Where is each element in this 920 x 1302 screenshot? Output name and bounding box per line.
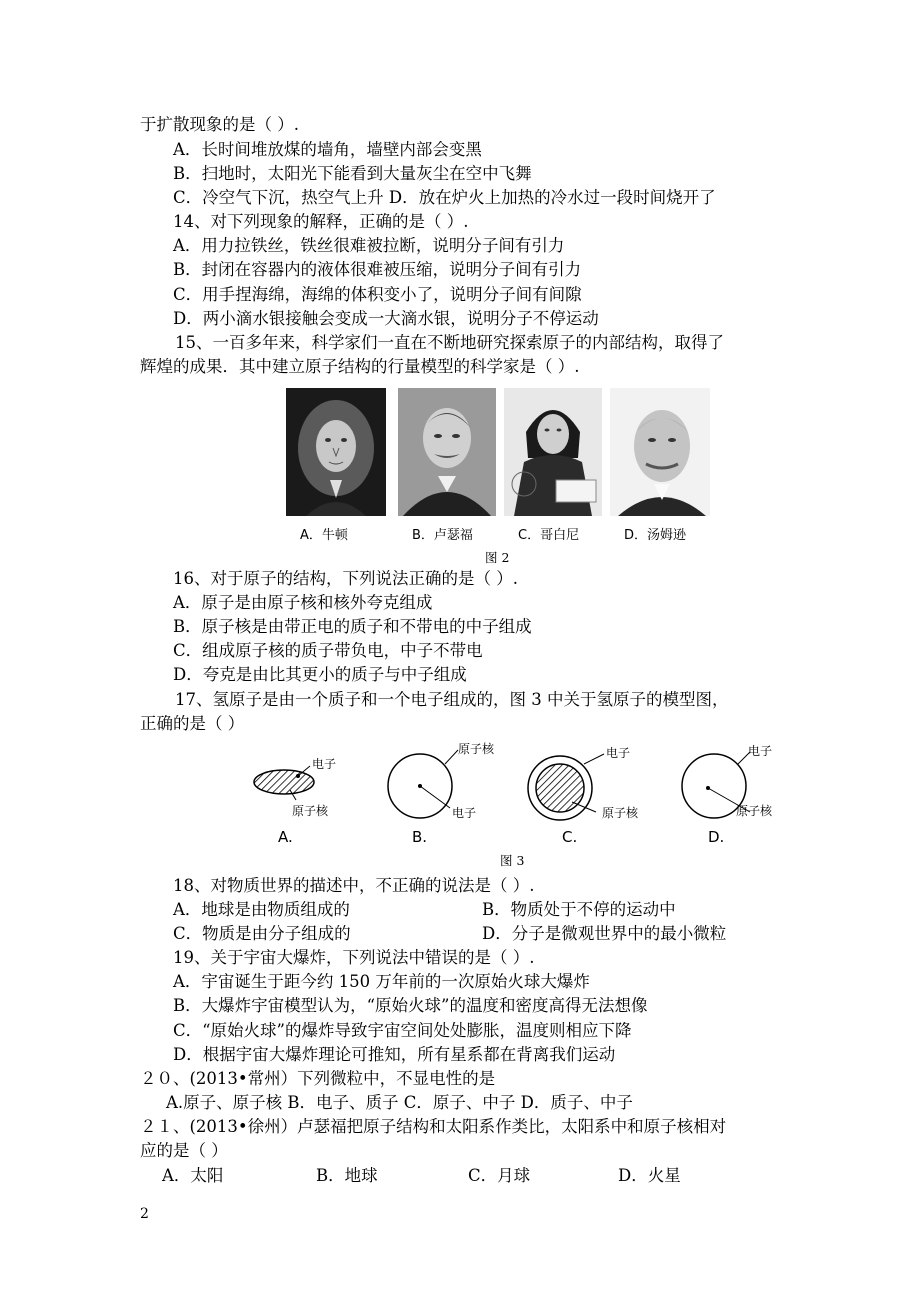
atom-model-a	[254, 766, 314, 800]
q14-option-d: D．两小滴水银接触会变成一大滴水银，说明分子不停运动	[173, 309, 599, 328]
q20-stem: ２０、(2013•常州）下列微粒中，不显电性的是	[140, 1069, 496, 1088]
q19-option-b: B．大爆炸宇宙模型认为，“原始火球”的温度和密度高得无法想像	[173, 996, 648, 1015]
q16-option-b: B．原子核是由带正电的质子和不带电的中子组成	[173, 617, 532, 636]
atom-a-nucleus-label: 原子核	[292, 804, 329, 818]
atom-d-electron-label: 电子	[748, 744, 773, 758]
portrait-copernicus	[504, 388, 602, 516]
q16-option-c: C．组成原子核的质子带负电，中子不带电	[173, 641, 483, 660]
q19-option-d: D．根据宇宙大爆炸理论可推知，所有星系都在背离我们运动	[173, 1045, 616, 1064]
atom-letter-b: B.	[412, 828, 428, 846]
q18-option-c: C．物质是由分子组成的	[173, 924, 351, 943]
q16-option-a: A．原子是由原子核和核外夸克组成	[173, 593, 433, 612]
portrait-label-d: D．汤姆逊	[624, 528, 687, 543]
q16-stem: 16、对于原子的结构，下列说法正确的是（ ）.	[173, 569, 518, 588]
portrait-label-c: C．哥白尼	[518, 528, 580, 543]
atom-c-nucleus-label: 原子核	[602, 806, 639, 820]
q13-stem-tail: 于扩散现象的是（ ）.	[140, 115, 299, 134]
q21-option-b: B．地球	[316, 1166, 378, 1185]
q21-stem-line1: ２１、(2013•徐州）卢瑟福把原子结构和太阳系作类比，太阳系中和原子核相对	[140, 1117, 727, 1136]
atom-d-nucleus-label: 原子核	[736, 804, 773, 818]
page-number: 2	[140, 1206, 149, 1222]
q19-stem: 19、关于宇宙大爆炸，下列说法中错误的是（ ）.	[173, 948, 535, 967]
scientist-portraits	[286, 388, 710, 516]
q16-option-d: D．夸克是由比其更小的质子与中子组成	[173, 665, 467, 684]
q14-stem: 14、对下列现象的解释，正确的是（ ）.	[173, 212, 469, 231]
q14-option-a: A．用力拉铁丝，铁丝很难被拉断，说明分子间有引力	[173, 236, 565, 255]
atom-b-nucleus-label: 原子核	[458, 742, 495, 756]
atom-letter-c: C.	[562, 828, 578, 846]
portrait-label-b: B．卢瑟福	[412, 528, 473, 543]
q14-option-c: C．用手捏海绵，海绵的体积变小了，说明分子间有间隙	[173, 285, 582, 304]
portrait-label-a: A．牛顿	[300, 528, 348, 543]
q18-option-a: A．地球是由物质组成的	[173, 900, 350, 919]
atom-c-electron-label: 电子	[606, 746, 631, 760]
q19-option-a: A．宇宙诞生于距今约 150 万年前的一次原始火球大爆炸	[173, 972, 590, 991]
q13-option-b: B．扫地时，太阳光下能看到大量灰尘在空中飞舞	[173, 164, 532, 183]
q17-stem-line2: 正确的是（ ）	[140, 714, 245, 733]
figure-2-caption: 图 2	[485, 550, 510, 565]
q21-stem-line2: 应的是（ ）	[140, 1141, 228, 1160]
portrait-newton	[286, 388, 386, 516]
atom-model-c	[528, 754, 604, 820]
q21-option-a: A．太阳	[162, 1166, 224, 1185]
q13-option-a: A．长时间堆放煤的墙角，墙壁内部会变黑	[173, 140, 482, 159]
atom-a-electron-label: 电子	[312, 757, 337, 771]
q15-stem-line1: 15、一百多年来，科学家们一直在不断地研究探索原子的内部结构，取得了	[175, 333, 724, 352]
atom-model-b	[388, 750, 458, 818]
hydrogen-atom-models	[240, 740, 780, 850]
portrait-thomson	[610, 388, 710, 516]
q20-options: A.原子、原子核 B．电子、质子 C．原子、中子 D．质子、中子	[166, 1093, 633, 1112]
figure-3-caption: 图 3	[500, 853, 525, 868]
atom-letter-a: A.	[278, 828, 293, 846]
portrait-rutherford	[398, 388, 496, 516]
q21-option-d: D．火星	[618, 1166, 681, 1185]
q15-stem-line2: 辉煌的成果．其中建立原子结构的行量模型的科学家是（ ）.	[140, 357, 580, 376]
atom-b-electron-label: 电子	[452, 806, 477, 820]
atom-letter-d: D.	[708, 828, 725, 846]
q14-option-b: B．封闭在容器内的液体很难被压缩，说明分子间有引力	[173, 260, 582, 279]
q19-option-c: C．“原始火球”的爆炸导致宇宙空间处处膨胀，温度则相应下降	[173, 1021, 632, 1040]
q18-stem: 18、对物质世界的描述中，不正确的说法是（ ）.	[173, 876, 535, 895]
q13-option-cd: C．冷空气下沉，热空气上升 D．放在炉火上加热的冷水过一段时间烧开了	[173, 188, 716, 207]
q21-option-c: C．月球	[468, 1166, 531, 1185]
q17-stem-line1: 17、氢原子是由一个质子和一个电子组成的，图 3 中关于氢原子的模型图，	[175, 690, 729, 709]
q18-option-d: D．分子是微观世界中的最小微粒	[482, 924, 727, 943]
q18-option-b: B．物质处于不停的运动中	[482, 900, 676, 919]
